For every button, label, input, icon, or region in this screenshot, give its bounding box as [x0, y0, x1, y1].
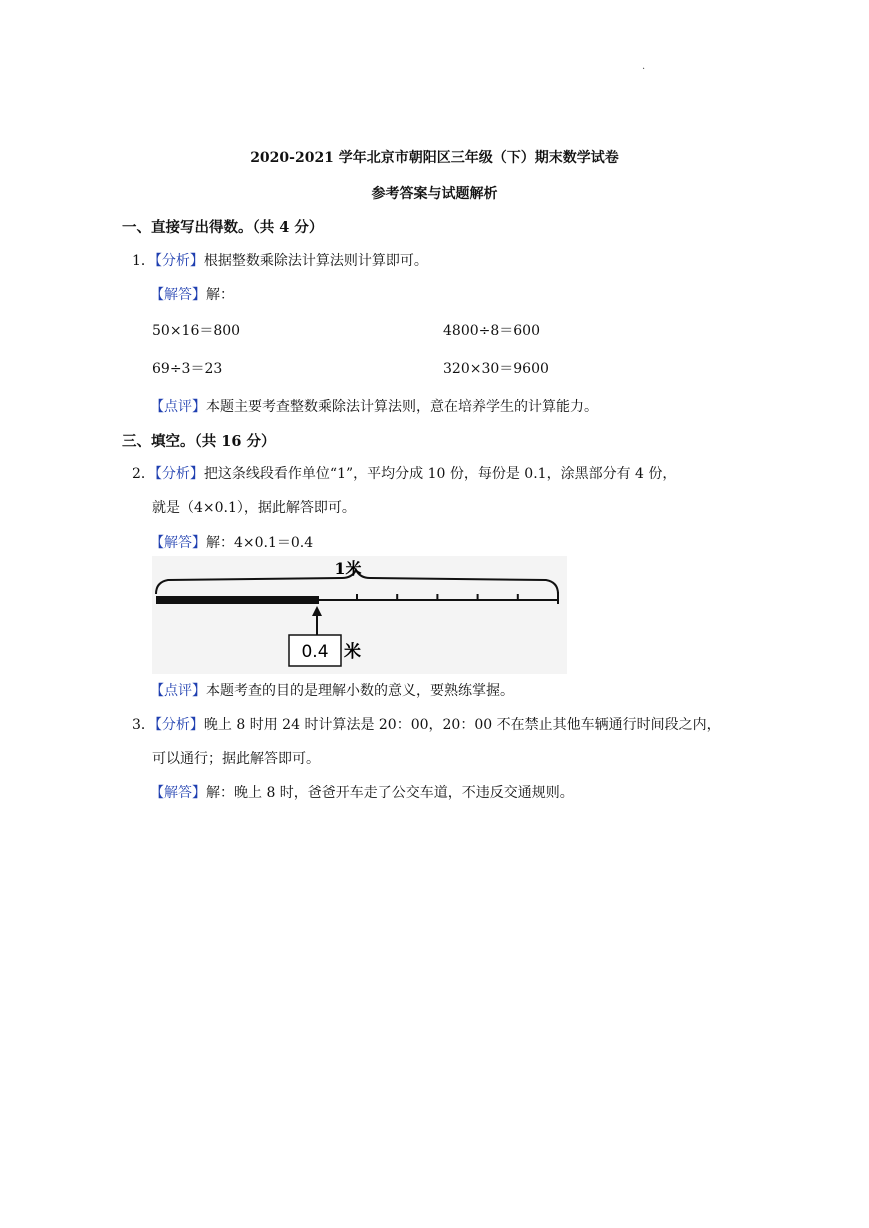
- question-3-analysis-line1: [132, 714, 721, 734]
- box-unit: 米: [344, 642, 361, 662]
- question-3-answer: [150, 782, 574, 802]
- corner-dot: ·: [642, 64, 646, 75]
- page-subtitle: 参考答案与试题解析: [371, 186, 498, 202]
- top-label: 1米: [334, 559, 362, 578]
- comment-text: 本题主要考查整数乘除法计算法则，意在培养学生的计算能力。: [206, 399, 598, 415]
- answer-text: 解：: [206, 287, 234, 303]
- comment-tag: 【点评】: [150, 399, 206, 415]
- section-heading-1: 一、直接写出得数。（共 4 分）: [122, 219, 324, 236]
- question-1-analysis: [132, 250, 428, 270]
- analysis-text: 根据整数乘除法计算法则计算即可。: [203, 253, 428, 269]
- question-2-analysis-line2: 就是（4×0.1），据此解答即可。: [152, 500, 356, 516]
- comment-tag: 【点评】: [150, 683, 206, 699]
- analysis-tag: 【分析】: [154, 253, 204, 269]
- comment-text: 本题考查的目的是理解小数的意义，要熟练掌握。: [206, 683, 514, 699]
- question-number: 3．: [132, 717, 155, 733]
- question-2-analysis-line1: [132, 463, 676, 483]
- question-1-comment: [150, 396, 598, 416]
- page-title: 2020-2021 学年北京市朝阳区三年级（下）期末数学试卷: [250, 150, 619, 166]
- question-1-answer: [150, 284, 234, 304]
- question-number: 1．: [132, 253, 155, 269]
- analysis-tag: 【分析】: [154, 466, 204, 482]
- question-3-analysis-line2: 可以通行；据此解答即可。: [152, 751, 320, 767]
- calc-item: 320×30＝9600: [443, 361, 549, 377]
- shaded-segment: [156, 596, 319, 604]
- answer-tag: 【解答】: [150, 785, 206, 801]
- box-value: 0.4: [301, 642, 329, 662]
- calc-item: 50×16＝800: [152, 323, 241, 339]
- answer-tag: 【解答】: [150, 535, 206, 551]
- number-line-figure: [152, 556, 567, 678]
- question-2-answer: [150, 532, 313, 552]
- analysis-tag: 【分析】: [154, 717, 204, 733]
- calc-item: 4800÷8＝600: [443, 323, 540, 339]
- section-heading-3: 三、填空。（共 16 分）: [122, 433, 276, 450]
- answer-tag: 【解答】: [150, 287, 206, 303]
- analysis-text: 晚上 8 时用 24 时计算法是 20：00，20：00 不在禁止其他车辆通行时间段之内，: [203, 717, 721, 733]
- answer-text: 解：4×0.1＝0.4: [206, 535, 314, 551]
- question-2-comment: [150, 680, 514, 700]
- answer-text: 解：晚上 8 时，爸爸开车走了公交车道，不违反交通规则。: [206, 785, 574, 801]
- question-number: 2．: [132, 466, 155, 482]
- calc-item: 69÷3＝23: [152, 361, 223, 377]
- analysis-text: 把这条线段看作单位“1”，平均分成 10 份，每份是 0.1，涂黑部分有 4 份，: [203, 466, 677, 482]
